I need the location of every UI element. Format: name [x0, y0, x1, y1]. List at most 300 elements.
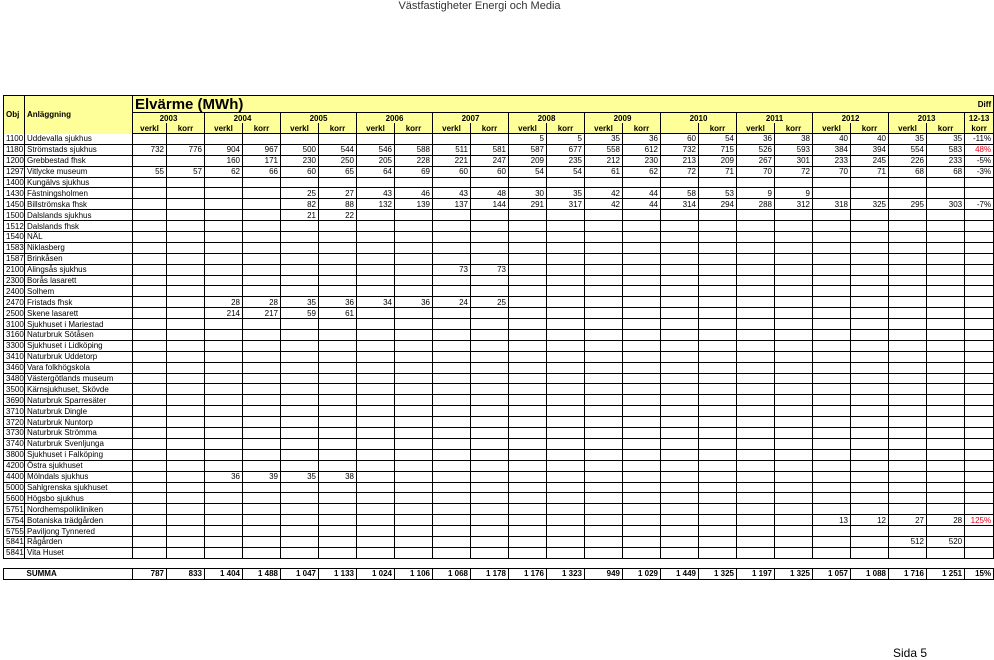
table-row: [4, 340, 994, 351]
value-cell: [661, 242, 699, 253]
value-cell: [851, 417, 889, 428]
value-cell: [281, 406, 319, 417]
value-cell: [319, 438, 357, 449]
obj-cell: 3720: [4, 417, 25, 428]
value-cell: [167, 297, 205, 308]
value-cell: 132: [357, 199, 395, 210]
value-cell: [585, 286, 623, 297]
diff-cell: [965, 177, 994, 188]
value-cell: [699, 384, 737, 395]
value-cell: 247: [471, 155, 509, 166]
name-cell: Dalslands fhsk: [25, 221, 133, 232]
table-row: [4, 547, 994, 558]
value-cell: [623, 330, 661, 341]
value-cell: [319, 526, 357, 537]
value-cell: 39: [243, 471, 281, 482]
value-cell: [813, 297, 851, 308]
value-cell: [547, 428, 585, 439]
value-cell: [133, 471, 167, 482]
value-cell: 73: [433, 264, 471, 275]
value-cell: [167, 428, 205, 439]
value-cell: [623, 547, 661, 558]
summa-value: 1 325: [699, 568, 737, 579]
value-cell: [243, 351, 281, 362]
value-cell: [281, 504, 319, 515]
value-cell: [813, 536, 851, 547]
value-cell: [243, 242, 281, 253]
value-cell: [775, 536, 813, 547]
table-row: [4, 493, 994, 504]
value-cell: [509, 286, 547, 297]
value-cell: [319, 449, 357, 460]
diff-cell: 48%: [965, 144, 994, 155]
value-cell: [547, 275, 585, 286]
value-cell: [243, 536, 281, 547]
value-cell: [813, 340, 851, 351]
value-cell: [133, 177, 167, 188]
value-cell: [851, 232, 889, 243]
value-cell: [775, 395, 813, 406]
value-cell: [471, 319, 509, 330]
value-cell: [585, 526, 623, 537]
value-cell: [889, 471, 927, 482]
summa-value: 1 106: [395, 568, 433, 579]
value-cell: [737, 438, 775, 449]
value-cell: [395, 493, 433, 504]
diff-cell: [965, 297, 994, 308]
value-cell: [205, 438, 243, 449]
value-cell: [319, 362, 357, 373]
table-row: [4, 297, 994, 308]
name-cell: Naturbruk Uddetorp: [25, 351, 133, 362]
value-cell: [585, 308, 623, 319]
value-cell: [167, 286, 205, 297]
name-cell: Naturbruk Dingle: [25, 406, 133, 417]
value-cell: [813, 330, 851, 341]
value-cell: [851, 177, 889, 188]
obj-cell: 5754: [4, 515, 25, 526]
obj-cell: 2100: [4, 264, 25, 275]
value-cell: [623, 395, 661, 406]
value-cell: [395, 406, 433, 417]
value-cell: 303: [927, 199, 965, 210]
subheader: korr: [471, 123, 509, 134]
obj-cell: 2470: [4, 297, 25, 308]
value-cell: [775, 221, 813, 232]
summa-value: 1 068: [433, 568, 471, 579]
value-cell: 213: [661, 155, 699, 166]
value-cell: [889, 504, 927, 515]
value-cell: [319, 221, 357, 232]
value-cell: [167, 482, 205, 493]
value-cell: [661, 319, 699, 330]
value-cell: [167, 438, 205, 449]
value-cell: [699, 351, 737, 362]
value-cell: [509, 428, 547, 439]
value-cell: 40: [851, 134, 889, 145]
value-cell: [927, 526, 965, 537]
value-cell: 235: [547, 155, 585, 166]
value-cell: [927, 330, 965, 341]
value-cell: [395, 428, 433, 439]
value-cell: [547, 177, 585, 188]
subheader: verkl: [133, 123, 167, 134]
value-cell: [433, 286, 471, 297]
value-cell: 9: [775, 188, 813, 199]
value-cell: [433, 536, 471, 547]
diff-cell: [965, 188, 994, 199]
value-cell: 57: [167, 166, 205, 177]
value-cell: [927, 395, 965, 406]
value-cell: [243, 253, 281, 264]
value-cell: [585, 362, 623, 373]
value-cell: [395, 417, 433, 428]
value-cell: [851, 547, 889, 558]
value-cell: [547, 210, 585, 221]
value-cell: [133, 221, 167, 232]
value-cell: 58: [661, 188, 699, 199]
value-cell: [927, 406, 965, 417]
obj-cell: 4400: [4, 471, 25, 482]
value-cell: 250: [319, 155, 357, 166]
name-cell: Naturbruk Sparresäter: [25, 395, 133, 406]
value-cell: [357, 177, 395, 188]
value-cell: [699, 319, 737, 330]
value-cell: [813, 188, 851, 199]
value-cell: [585, 319, 623, 330]
value-cell: [851, 253, 889, 264]
value-cell: [585, 384, 623, 395]
value-cell: [737, 340, 775, 351]
value-cell: [509, 449, 547, 460]
value-cell: [167, 275, 205, 286]
value-cell: [319, 351, 357, 362]
value-cell: 230: [281, 155, 319, 166]
value-cell: 5: [547, 134, 585, 145]
value-cell: [205, 242, 243, 253]
subheader: korr: [547, 123, 585, 134]
value-cell: 230: [623, 155, 661, 166]
value-cell: [243, 482, 281, 493]
value-cell: [167, 155, 205, 166]
value-cell: [395, 177, 433, 188]
value-cell: [471, 526, 509, 537]
name-cell: Sjukhuset i Lidköping: [25, 340, 133, 351]
value-cell: [889, 493, 927, 504]
value-cell: [699, 362, 737, 373]
name-cell: Botaniska trädgården: [25, 515, 133, 526]
value-cell: [433, 373, 471, 384]
value-cell: [509, 504, 547, 515]
value-cell: [357, 526, 395, 537]
value-cell: [851, 460, 889, 471]
value-cell: [471, 536, 509, 547]
value-cell: [281, 319, 319, 330]
value-cell: [509, 351, 547, 362]
value-cell: [889, 384, 927, 395]
year-header: 2005: [281, 113, 357, 124]
value-cell: [205, 232, 243, 243]
value-cell: [319, 134, 357, 145]
value-cell: 295: [889, 199, 927, 210]
value-cell: [281, 384, 319, 395]
value-cell: [889, 264, 927, 275]
value-cell: [281, 232, 319, 243]
value-cell: [281, 242, 319, 253]
value-cell: [357, 428, 395, 439]
obj-cell: 5751: [4, 504, 25, 515]
value-cell: [699, 373, 737, 384]
table-row: [4, 395, 994, 406]
value-cell: [737, 482, 775, 493]
value-cell: [205, 504, 243, 515]
value-cell: 511: [433, 144, 471, 155]
subheader: verkl: [357, 123, 395, 134]
value-cell: [699, 330, 737, 341]
value-cell: 587: [509, 144, 547, 155]
value-cell: [775, 428, 813, 439]
value-cell: [471, 286, 509, 297]
value-cell: [319, 428, 357, 439]
obj-cell: 2300: [4, 275, 25, 286]
value-cell: [395, 330, 433, 341]
value-cell: [167, 536, 205, 547]
value-cell: [623, 351, 661, 362]
value-cell: 217: [243, 308, 281, 319]
value-cell: [661, 395, 699, 406]
value-cell: [433, 351, 471, 362]
obj-cell: 1540: [4, 232, 25, 243]
year-header: 2004: [205, 113, 281, 124]
diff-cell: [965, 286, 994, 297]
value-cell: 233: [927, 155, 965, 166]
value-cell: [509, 493, 547, 504]
value-cell: [775, 319, 813, 330]
value-cell: [737, 308, 775, 319]
value-cell: [661, 449, 699, 460]
value-cell: [471, 177, 509, 188]
subheader: korr: [927, 123, 965, 134]
value-cell: [395, 515, 433, 526]
subheader: verkl: [205, 123, 243, 134]
table-row: [4, 406, 994, 417]
value-cell: [433, 395, 471, 406]
value-cell: [889, 275, 927, 286]
value-cell: [699, 232, 737, 243]
value-cell: [661, 504, 699, 515]
value-cell: [737, 330, 775, 341]
value-cell: [167, 253, 205, 264]
diff-years-header: 12-13: [965, 113, 994, 124]
diff-cell: [965, 395, 994, 406]
summa-value: 1 488: [243, 568, 281, 579]
summa-label: SUMMA: [25, 568, 133, 579]
value-cell: [775, 286, 813, 297]
value-cell: [851, 482, 889, 493]
value-cell: [813, 482, 851, 493]
value-cell: [737, 275, 775, 286]
subheader: [661, 123, 699, 134]
value-cell: [281, 221, 319, 232]
value-cell: [547, 340, 585, 351]
value-cell: [433, 460, 471, 471]
value-cell: [851, 406, 889, 417]
value-cell: [851, 221, 889, 232]
value-cell: [699, 242, 737, 253]
value-cell: [167, 384, 205, 395]
value-cell: [775, 438, 813, 449]
value-cell: 35: [585, 134, 623, 145]
value-cell: 40: [813, 134, 851, 145]
value-cell: [395, 210, 433, 221]
value-cell: [661, 547, 699, 558]
diff-cell: [965, 438, 994, 449]
value-cell: [281, 362, 319, 373]
value-cell: [133, 297, 167, 308]
value-cell: [243, 340, 281, 351]
value-cell: [133, 351, 167, 362]
value-cell: [737, 242, 775, 253]
value-cell: [585, 449, 623, 460]
table-row: [4, 428, 994, 439]
value-cell: [433, 134, 471, 145]
value-cell: [775, 330, 813, 341]
value-cell: [623, 406, 661, 417]
value-cell: [775, 471, 813, 482]
value-cell: [167, 264, 205, 275]
value-cell: [661, 221, 699, 232]
value-cell: [851, 373, 889, 384]
value-cell: [813, 395, 851, 406]
value-cell: [585, 253, 623, 264]
value-cell: [471, 134, 509, 145]
value-cell: [661, 515, 699, 526]
name-cell: Naturbruk Sötåsen: [25, 330, 133, 341]
value-cell: [813, 308, 851, 319]
value-cell: [623, 493, 661, 504]
obj-cell: 3710: [4, 406, 25, 417]
table-row: [4, 308, 994, 319]
value-cell: [699, 297, 737, 308]
value-cell: [471, 362, 509, 373]
value-cell: [471, 275, 509, 286]
diff-cell: [965, 232, 994, 243]
value-cell: [395, 395, 433, 406]
value-cell: 36: [737, 134, 775, 145]
value-cell: 25: [281, 188, 319, 199]
diff-cell: [965, 308, 994, 319]
value-cell: [133, 155, 167, 166]
value-cell: [737, 297, 775, 308]
diff-cell: -7%: [965, 199, 994, 210]
value-cell: [699, 221, 737, 232]
value-cell: [585, 406, 623, 417]
value-cell: 904: [205, 144, 243, 155]
value-cell: [395, 286, 433, 297]
value-cell: [357, 286, 395, 297]
value-cell: [661, 351, 699, 362]
summa-value: 1 449: [661, 568, 699, 579]
obj-cell: 1587: [4, 253, 25, 264]
value-cell: [699, 536, 737, 547]
value-cell: [205, 340, 243, 351]
value-cell: [167, 210, 205, 221]
value-cell: [699, 526, 737, 537]
value-cell: [319, 286, 357, 297]
value-cell: [319, 264, 357, 275]
value-cell: [775, 242, 813, 253]
value-cell: [927, 362, 965, 373]
value-cell: [927, 384, 965, 395]
value-cell: [243, 515, 281, 526]
page-number: Sida 5: [893, 646, 928, 660]
value-cell: [775, 526, 813, 537]
value-cell: [775, 384, 813, 395]
value-cell: [357, 449, 395, 460]
table-row: [4, 275, 994, 286]
value-cell: 61: [319, 308, 357, 319]
value-cell: [775, 253, 813, 264]
value-cell: [509, 319, 547, 330]
value-cell: [243, 526, 281, 537]
value-cell: [889, 373, 927, 384]
value-cell: [471, 308, 509, 319]
value-cell: [927, 438, 965, 449]
value-cell: [661, 471, 699, 482]
value-cell: [205, 264, 243, 275]
value-cell: [661, 340, 699, 351]
value-cell: [623, 340, 661, 351]
value-cell: [851, 330, 889, 341]
value-cell: [357, 515, 395, 526]
value-cell: [395, 536, 433, 547]
value-cell: 228: [395, 155, 433, 166]
name-cell: Rågården: [25, 536, 133, 547]
value-cell: 512: [889, 536, 927, 547]
value-cell: [133, 242, 167, 253]
value-cell: [737, 384, 775, 395]
value-cell: [699, 417, 737, 428]
value-cell: [547, 253, 585, 264]
value-cell: [205, 134, 243, 145]
value-cell: [319, 460, 357, 471]
value-cell: [889, 449, 927, 460]
value-cell: [585, 504, 623, 515]
value-cell: 291: [509, 199, 547, 210]
value-cell: [319, 177, 357, 188]
year-header: 2003: [133, 113, 205, 124]
value-cell: [509, 264, 547, 275]
diff-cell: [965, 460, 994, 471]
value-cell: [243, 449, 281, 460]
value-cell: [623, 242, 661, 253]
value-cell: [395, 438, 433, 449]
value-cell: [395, 319, 433, 330]
value-cell: [737, 253, 775, 264]
value-cell: [661, 417, 699, 428]
value-cell: [661, 384, 699, 395]
name-cell: Dalslands sjukhus: [25, 210, 133, 221]
value-cell: [927, 319, 965, 330]
table-row: [4, 286, 994, 297]
name-cell: Brinkåsen: [25, 253, 133, 264]
value-cell: [357, 438, 395, 449]
value-cell: [851, 362, 889, 373]
value-cell: 13: [813, 515, 851, 526]
value-cell: [243, 177, 281, 188]
value-cell: [661, 460, 699, 471]
value-cell: 70: [737, 166, 775, 177]
